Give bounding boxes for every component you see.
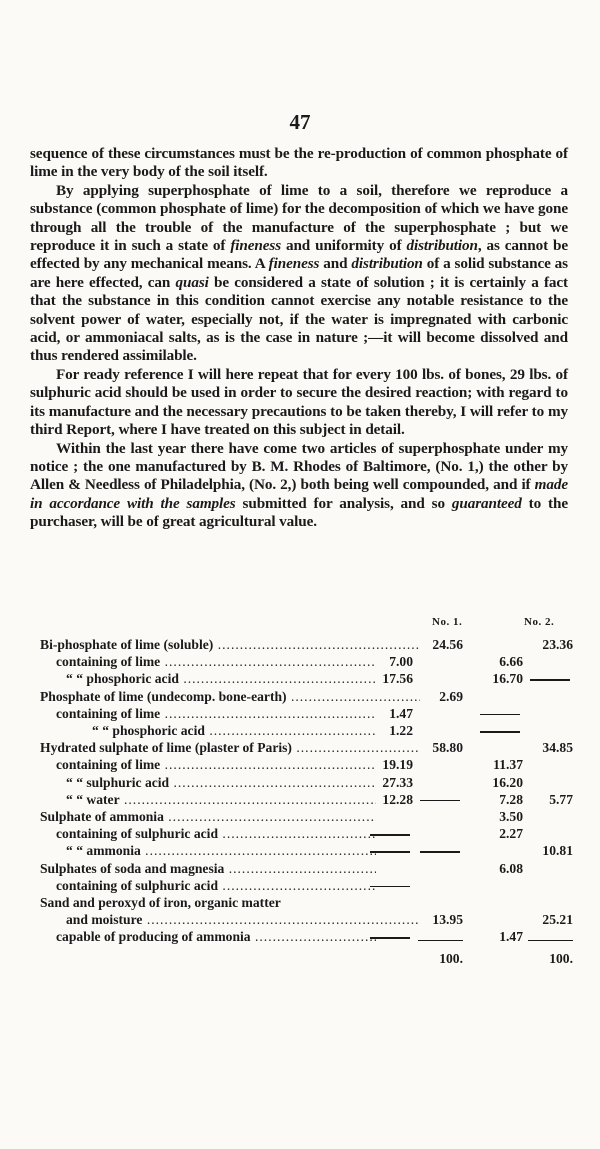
value-cell: 27.33	[382, 774, 413, 790]
row-label: capable of producing of ammonia .....	[56, 928, 376, 945]
table-row	[40, 636, 580, 653]
row-label: containing of sulphuric acid .....	[56, 877, 376, 894]
row-label: “ “ phosphoric acid .....	[66, 670, 376, 687]
value-cell: 1.47	[389, 705, 413, 721]
value-cell: 24.56	[432, 637, 463, 652]
value-cell: 100.	[549, 950, 573, 966]
empty-dash	[420, 851, 460, 853]
table-row	[40, 911, 580, 928]
row-label: Hydrated sulphate of lime (plaster of Paris) .....	[40, 739, 420, 756]
value-cell: 7.00	[389, 654, 413, 670]
empty-dash	[530, 679, 570, 681]
table-row	[40, 688, 580, 705]
column-header-no2: No. 2.	[524, 616, 555, 628]
value-cell: 2.69	[439, 688, 463, 704]
value-cell: 10.81	[542, 843, 573, 859]
row-label: “ “ water .....	[66, 791, 376, 808]
value-cell: 6.08	[499, 860, 523, 876]
row-label: containing of lime .....	[56, 653, 376, 670]
value-cell: 17.56	[382, 671, 413, 687]
row-label: containing of sulphuric acid .....	[56, 825, 376, 842]
value-cell: 19.19	[382, 757, 413, 773]
paragraph-4: Within the last year there have come two articles of superphosphate under my notice ; the one manufactured by B. M. Rhodes of Baltimore, (No. 1,) the other by Allen & Needless of Philadelphia, (No. 2,) both being well compounded, and if made in accordance with the samples submitted for analysis, and so guaranteed to the purchaser, will be of great agricultural value.	[30, 439, 568, 531]
row-label: containing of lime .....	[56, 705, 376, 722]
row-label: containing of lime .....	[56, 756, 376, 773]
value-cell: 100.	[439, 950, 463, 966]
table-row	[40, 670, 580, 687]
page-number: 47	[289, 110, 311, 134]
table-row	[40, 739, 580, 756]
row-label: and moisture .....	[66, 911, 420, 928]
value-cell: 3.50	[499, 809, 523, 824]
empty-dash	[370, 937, 410, 939]
value-cell: 16.70	[492, 671, 523, 687]
value-cell: 1.47	[499, 929, 523, 945]
row-label: Phosphate of lime (undecomp. bone-earth) .....	[40, 688, 420, 705]
empty-dash	[370, 851, 410, 853]
body-text	[30, 145, 568, 532]
value-cell: 2.27	[499, 826, 523, 842]
table-row	[40, 842, 580, 859]
value-cell: 13.95	[432, 912, 463, 928]
value-cell: 23.36	[542, 637, 573, 652]
row-label: Bi-phosphate of lime (soluble) .....	[40, 636, 420, 653]
value-cell: 6.66	[499, 654, 523, 670]
table-row	[40, 653, 580, 670]
row-label: Sulphates of soda and magnesia .....	[40, 860, 376, 877]
paragraph-3-text: For ready reference I will here repeat that for every 100 lbs. of bones, 29 lbs. of sulphuric acid should be used in order to secure the desired reaction; with regard to its manufacture and the necessary precautions to be taken thereby, I will refer to my third Report, where I have treated on this subject in detail.	[30, 365, 568, 439]
row-label: Sulphate of ammonia .....	[40, 808, 376, 825]
paragraph-3	[30, 366, 568, 440]
total-rule	[418, 940, 463, 942]
empty-dash	[370, 834, 410, 836]
table-row	[40, 756, 580, 773]
value-cell: 25.21	[542, 912, 573, 928]
paragraph-1	[30, 145, 568, 182]
table-row	[40, 877, 580, 894]
table-row	[40, 825, 580, 842]
empty-dash	[370, 886, 410, 888]
empty-dash	[480, 714, 520, 716]
value-cell: 12.28	[382, 791, 413, 807]
empty-dash	[420, 800, 460, 802]
row-label: “ “ phosphoric acid .....	[92, 722, 376, 739]
row-label: Sand and peroxyd of iron, organic matter	[40, 895, 281, 910]
row-label: “ “ ammonia .....	[66, 842, 376, 859]
table-row	[40, 791, 580, 808]
value-cell: 58.80	[432, 740, 463, 756]
table-row	[40, 705, 580, 722]
table-row	[40, 860, 580, 877]
value-cell: 1.22	[389, 723, 413, 738]
value-cell: 5.77	[549, 791, 573, 807]
table-row	[40, 808, 580, 825]
table-total-row	[40, 946, 580, 966]
table-row	[40, 722, 580, 739]
value-cell: 7.28	[499, 791, 523, 807]
value-cell: 16.20	[492, 774, 523, 790]
column-header-no1: No. 1.	[432, 616, 463, 628]
value-cell: 34.85	[542, 740, 573, 756]
value-cell: 11.37	[493, 757, 523, 773]
table-row	[40, 928, 580, 945]
paragraph-2: By applying superphosphate of lime to a soil, therefore we reproduce a substance (common phosphate of lime) for the decomposition of which we have gone through all the trouble of the manufacture of the superphosphate ; but we reproduce it in such a state of fineness and uniformity of distribution, as cannot be effected by any mechanical means. A fineness and distribution of a solid substance as are here effected, can quasi be considered a state of solution ; it is certainly a fact that the substance in this condition cannot exercise any notable resistance to the solvent power of water, especially not, if the water is impregnated with carbonic acid, or ammoniacal salts, as is the case in nature ;—it will become dissolved and thus rendered assimilable.	[30, 181, 569, 365]
paragraph-1-text: sequence of these circumstances must be the re-production of common phosphate of lime in the very body of the soil itself.	[30, 145, 568, 181]
table-row	[40, 774, 580, 791]
total-rule	[528, 940, 573, 942]
table-row	[40, 894, 580, 911]
row-label: “ “ sulphuric acid .....	[66, 774, 376, 791]
empty-dash	[480, 731, 520, 733]
